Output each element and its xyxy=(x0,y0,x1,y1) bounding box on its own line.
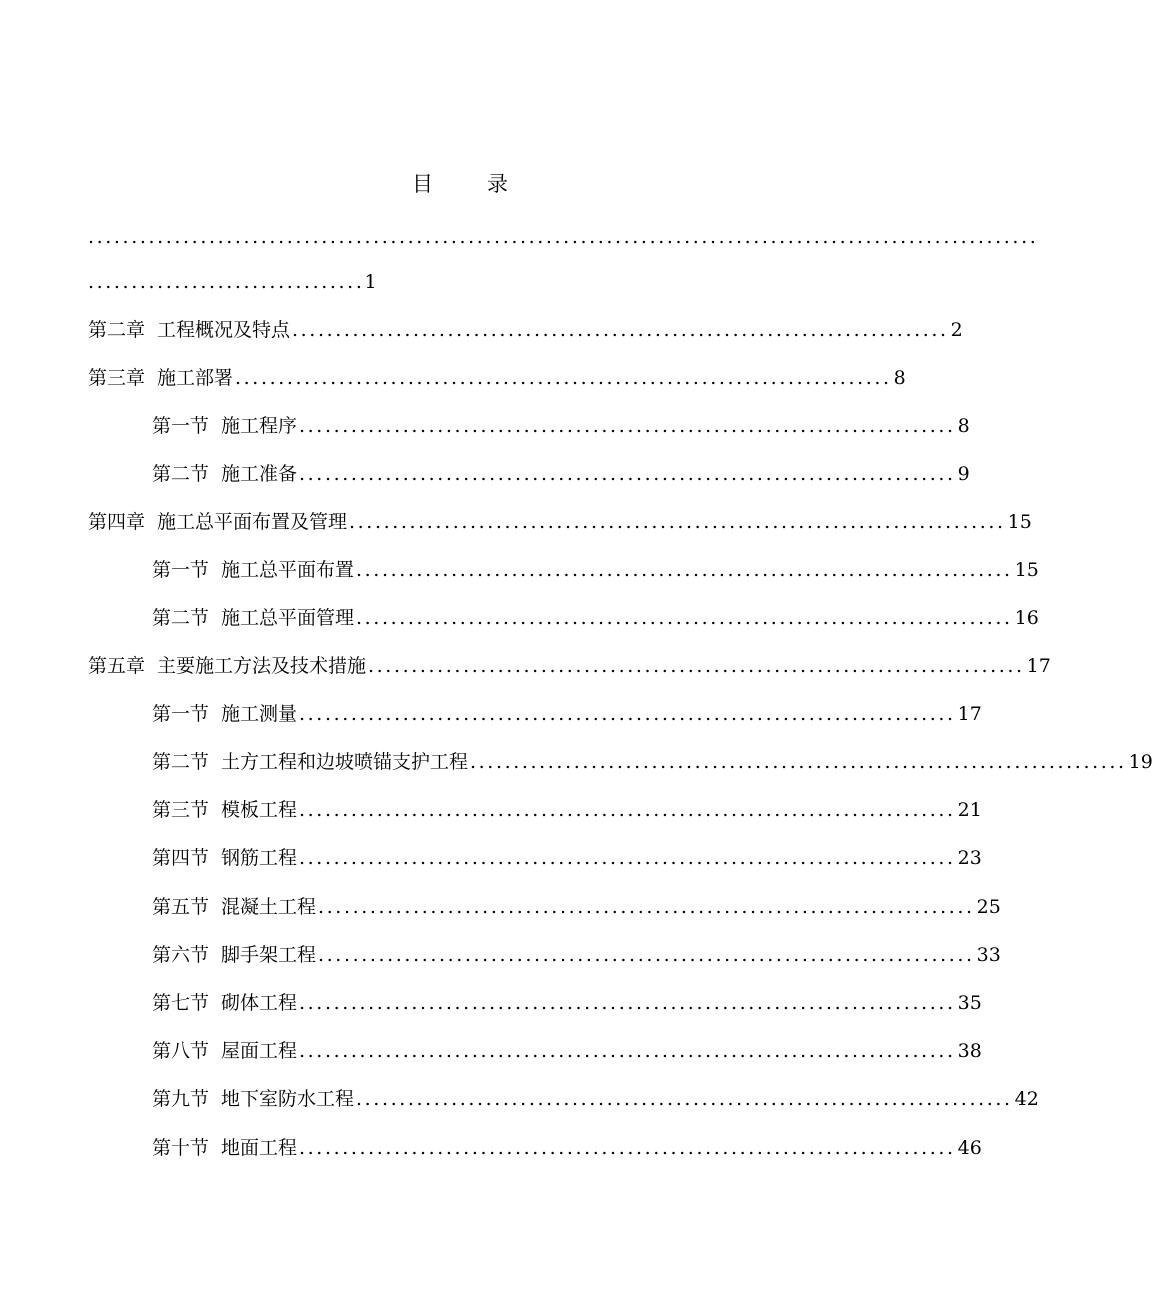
title-char-right: 录 xyxy=(487,172,508,196)
toc-entry-title: 施工总平面布置及管理 xyxy=(157,511,348,533)
toc-chapter-label: 第三章 xyxy=(88,367,146,389)
toc-section-label: 第一节 xyxy=(152,415,210,437)
toc-section-label: 第十节 xyxy=(152,1137,210,1159)
toc-entry[interactable] xyxy=(152,1036,982,1066)
toc-page-number: 33 xyxy=(976,944,1001,966)
toc-entry[interactable] xyxy=(152,411,970,441)
toc-page-number: 16 xyxy=(1014,607,1039,629)
toc-page-number: 8 xyxy=(957,415,970,437)
toc-leader: ............................................................................ xyxy=(292,319,949,341)
toc-leader: ............................................................................ xyxy=(299,847,956,869)
toc-section-label: 第四节 xyxy=(152,847,210,869)
toc-page-number: 17 xyxy=(1026,655,1051,677)
title-char-left: 目 xyxy=(412,172,433,196)
toc-leader: ............................................................................ xyxy=(368,655,1025,677)
toc-entry-title: 土方工程和边坡喷锚支护工程 xyxy=(221,751,469,773)
toc-page-number: 9 xyxy=(957,463,970,485)
toc-entry-title: 地面工程 xyxy=(221,1137,298,1159)
toc-section-label: 第二节 xyxy=(152,751,210,773)
toc-entry-title: 施工总平面布置 xyxy=(221,559,355,581)
toc-entry-title: 地下室防水工程 xyxy=(221,1088,355,1110)
toc-entry[interactable] xyxy=(152,699,982,729)
toc-section-label: 第一节 xyxy=(152,559,210,581)
toc-leader: ............................................................................ xyxy=(349,511,1006,533)
toc-entry[interactable] xyxy=(88,315,963,345)
toc-entry-title: 主要施工方法及技术措施 xyxy=(157,655,367,677)
toc-entry[interactable] xyxy=(88,363,906,393)
toc-entry-title: 施工测量 xyxy=(221,703,298,725)
toc-page-number: 15 xyxy=(1014,559,1039,581)
toc-entry[interactable] xyxy=(152,747,1153,777)
toc-entry-title: 混凝土工程 xyxy=(221,896,317,918)
toc-leader: ............................................................................ xyxy=(299,799,956,821)
toc-page-number: 8 xyxy=(893,367,906,389)
toc-chapter-label: 第二章 xyxy=(88,319,146,341)
toc-section-label: 第三节 xyxy=(152,799,210,821)
toc-entry[interactable] xyxy=(152,1133,982,1163)
toc-entry[interactable] xyxy=(152,459,970,489)
toc-leader: ............................................................................ xyxy=(356,1088,1013,1110)
toc-leader: ............................................................................ xyxy=(299,703,956,725)
toc-entry-title: 施工总平面管理 xyxy=(221,607,355,629)
toc-section-label: 第一节 xyxy=(152,703,210,725)
toc-page-number: 2 xyxy=(950,319,963,341)
toc-chapter-label: 第四章 xyxy=(88,511,146,533)
toc-leader: ............................................................................ xyxy=(318,896,975,918)
toc-leader: ............................................................................ xyxy=(299,992,956,1014)
toc-entry[interactable] xyxy=(152,795,982,825)
toc-leader: ............................................................................ xyxy=(299,463,956,485)
toc-page-number: 35 xyxy=(957,992,982,1014)
toc-entry[interactable] xyxy=(152,555,1039,585)
toc-page-number: 1 xyxy=(364,271,377,293)
toc-leader: ............................................................................ xyxy=(299,1040,956,1062)
toc-leader: ............................................................................ xyxy=(470,751,1127,773)
toc-page-number: 15 xyxy=(1007,511,1032,533)
toc-entry-title: 屋面工程 xyxy=(221,1040,298,1062)
toc-entry-title: 模板工程 xyxy=(221,799,298,821)
page-title xyxy=(0,168,920,200)
toc-leader: ............................................................................ xyxy=(356,559,1013,581)
toc-chapter-label: 第五章 xyxy=(88,655,146,677)
toc-leader: ............................................................................ xyxy=(299,1137,956,1159)
toc-page-number: 42 xyxy=(1014,1088,1039,1110)
toc-page-number: 23 xyxy=(957,847,982,869)
toc-leader: ................................ xyxy=(88,271,365,293)
toc-entry[interactable] xyxy=(88,507,1032,537)
toc-leader-line: .............................................................................................................. xyxy=(88,226,1039,248)
toc-page-number: 21 xyxy=(957,799,982,821)
toc-section-label: 第八节 xyxy=(152,1040,210,1062)
toc-page-number: 17 xyxy=(957,703,982,725)
toc-entry-title: 脚手架工程 xyxy=(221,944,317,966)
toc-leader: ............................................................................ xyxy=(235,367,892,389)
toc-page-number: 25 xyxy=(976,896,1001,918)
toc-section-label: 第二节 xyxy=(152,607,210,629)
toc-leader: ............................................................................ xyxy=(299,415,956,437)
toc-section-label: 第九节 xyxy=(152,1088,210,1110)
toc-entry-title: 施工准备 xyxy=(221,463,298,485)
toc-entry[interactable] xyxy=(88,651,1051,681)
toc-section-label: 第七节 xyxy=(152,992,210,1014)
toc-entry[interactable] xyxy=(152,603,1039,633)
toc-leader: ............................................................................ xyxy=(356,607,1013,629)
toc-entry[interactable] xyxy=(152,988,982,1018)
toc-entry-title: 施工部署 xyxy=(157,367,234,389)
toc-entry-title: 施工程序 xyxy=(221,415,298,437)
toc-entry[interactable] xyxy=(152,940,1001,970)
toc-entry-title: 钢筋工程 xyxy=(221,847,298,869)
toc-page-number: 46 xyxy=(957,1137,982,1159)
toc-entry[interactable] xyxy=(152,843,982,873)
toc-entry-title: 砌体工程 xyxy=(221,992,298,1014)
toc-entry[interactable] xyxy=(152,892,1001,922)
toc-leader: ............................................................................ xyxy=(318,944,975,966)
toc-section-label: 第五节 xyxy=(152,896,210,918)
toc-section-label: 第二节 xyxy=(152,463,210,485)
toc-entry-title: 工程概况及特点 xyxy=(157,319,291,341)
toc-entry[interactable] xyxy=(152,1084,1039,1114)
toc-entry-first[interactable] xyxy=(88,267,377,297)
toc-page-number: 19 xyxy=(1128,751,1153,773)
toc-page-number: 38 xyxy=(957,1040,982,1062)
toc-section-label: 第六节 xyxy=(152,944,210,966)
